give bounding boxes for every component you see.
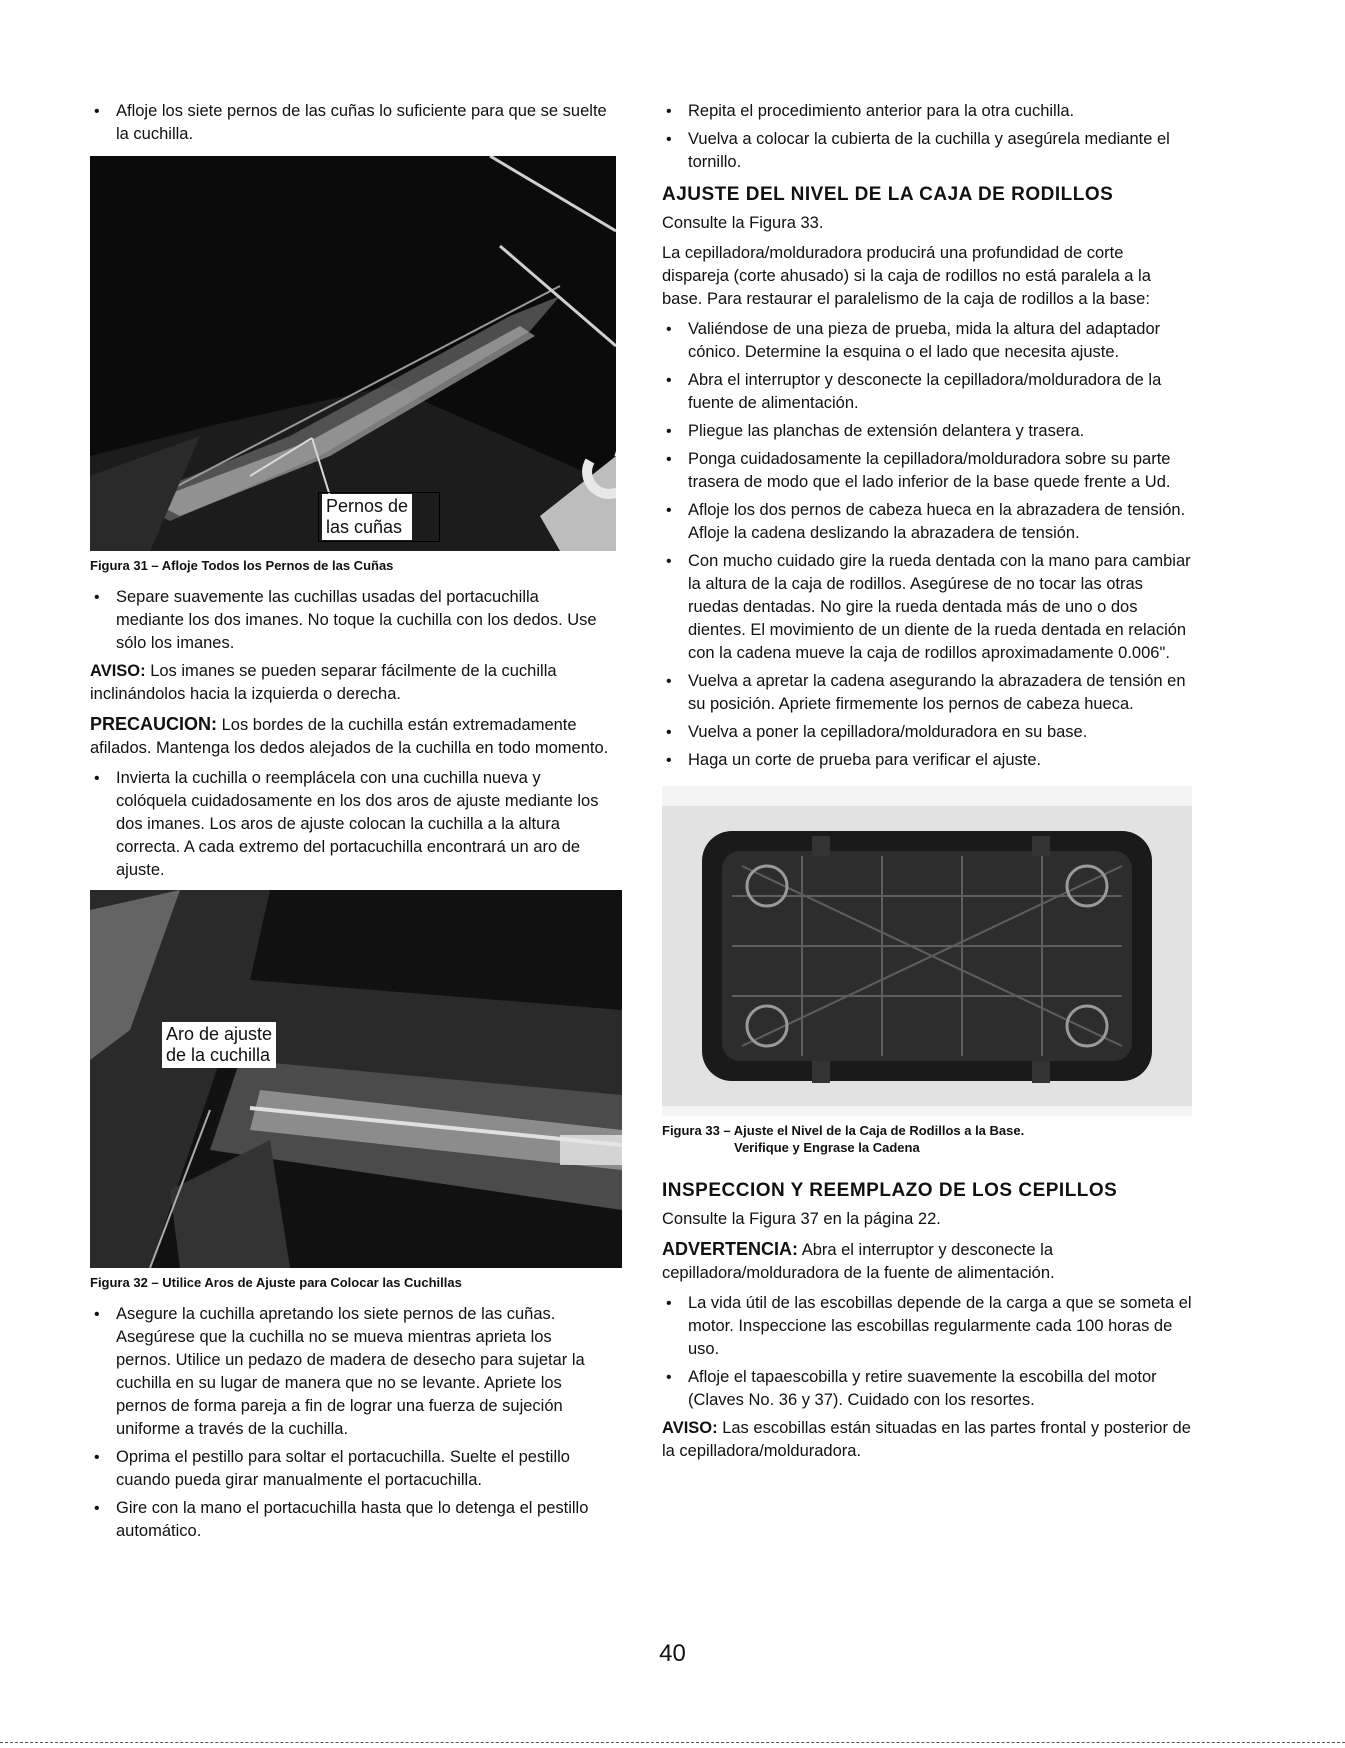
- list-item: • Ponga cuidadosamente la cepilladora/molduradora sobre su parte trasera de modo que el lado inferior de la base quede frente a Ud.: [662, 448, 1192, 494]
- bullet-list-steps: [662, 318, 1192, 772]
- aviso-text: Los imanes se pueden separar fácilmente de la cuchilla inclinándolos hacia la izquierda o derecha.: [90, 662, 557, 703]
- right-column: [662, 100, 1192, 1470]
- list-item: • Gire con la mano el portacuchilla hasta que lo detenga el pestillo automático.: [90, 1497, 610, 1543]
- list-item: • Afloje el tapaescobilla y retire suavemente la escobilla del motor (Claves No. 36 y 37). Cuidado con los resortes.: [662, 1366, 1192, 1412]
- consulte-figura-37: Consulte la Figura 37 en la página 22.: [662, 1210, 941, 1228]
- bullet-list-bottom-left: [90, 1303, 610, 1543]
- figure-31-caption: Figura 31 – Afloje Todos los Pernos de las Cuñas: [90, 558, 394, 573]
- left-column: [90, 100, 610, 1548]
- figure-31-label-line1: Pernos de: [326, 496, 409, 516]
- list-item: • La vida útil de las escobillas depende de la carga a que se someta el motor. Inspeccione las escobillas regularmente cada 100 horas de uso.: [662, 1292, 1192, 1361]
- precaucion-paragraph: [90, 713, 610, 760]
- figure-33-photo: [662, 786, 1192, 1116]
- list-item: • Oprima el pestillo para soltar el portacuchilla. Suelte el pestillo cuando pueda girar manualmente el portacuchilla.: [90, 1446, 610, 1492]
- list-item: • Haga un corte de prueba para verificar el ajuste.: [662, 749, 1192, 772]
- figure-32-caption: Figura 32 – Utilice Aros de Ajuste para Colocar las Cuchillas: [90, 1275, 462, 1290]
- advertencia-label: ADVERTENCIA:: [662, 1239, 799, 1259]
- list-item: • Vuelva a poner la cepilladora/molduradora en su base.: [662, 721, 1192, 744]
- precaucion-text: Los bordes de la cuchilla están extremadamente afilados. Mantenga los dedos alejados de la cuchilla en todo momento.: [90, 716, 609, 757]
- bullet-list-top-left: [90, 100, 610, 146]
- page-edge-divider: [0, 1742, 1345, 1743]
- section-heading-ajuste: AJUSTE DEL NIVEL DE LA CAJA DE RODILLOS: [662, 184, 1114, 205]
- list-item: • Vuelva a colocar la cubierta de la cuchilla y asegúrela mediante el tornillo.: [662, 128, 1192, 174]
- figure-33-caption-line2: Verifique y Engrase la Cadena: [734, 1140, 920, 1155]
- page-number: 40: [659, 1640, 686, 1667]
- aviso-paragraph: [90, 660, 610, 706]
- figure-32: [90, 890, 622, 1268]
- advertencia-paragraph: [662, 1238, 1192, 1285]
- aviso2-paragraph: [662, 1417, 1192, 1463]
- figure-32-photo: [90, 890, 622, 1268]
- figure-32-label-line1: Aro de ajuste: [166, 1024, 273, 1044]
- figure-33-caption: [662, 1122, 1192, 1156]
- list-item: • Separe suavemente las cuchillas usadas del portacuchilla mediante los dos imanes. No toque la cuchilla con los dedos. Use sólo los imanes.: [90, 586, 610, 655]
- list-item: • Invierta la cuchilla o reemplácela con una cuchilla nueva y colóquela cuidadosamente en los dos aros de ajuste mediante los dos imanes. Los aros de ajuste colocan la cuchilla a la altura correcta. A cada extremo del portacuchilla encontrará un aro de ajuste.: [90, 767, 610, 882]
- list-item: • Repita el procedimiento anterior para la otra cuchilla.: [662, 100, 1192, 123]
- figure-33-caption-line1: Figura 33 – Ajuste el Nivel de la Caja de Rodillos a la Base.: [662, 1123, 1025, 1138]
- bullet-list-separe: [90, 586, 610, 655]
- figure-31: [90, 156, 616, 551]
- list-item: • Pliegue las planchas de extensión delantera y trasera.: [662, 420, 1192, 443]
- aviso2-text: Las escobillas están situadas en las partes frontal y posterior de la cepilladora/molduradora.: [662, 1419, 1191, 1460]
- figure-32-label-line2: de la cuchilla: [166, 1045, 271, 1065]
- figure-31-label-box: [318, 492, 440, 542]
- consulte-figura-33: Consulte la Figura 33.: [662, 214, 824, 232]
- bullet-list-invierta: [90, 767, 610, 882]
- aviso-label: AVISO:: [90, 662, 146, 680]
- list-item: • Valiéndose de una pieza de prueba, mida la altura del adaptador cónico. Determine la esquina o el lado que necesita ajuste.: [662, 318, 1192, 364]
- advertencia-text: Abra el interruptor y desconecte la cepilladora/molduradora de la fuente de alimentación.: [662, 1241, 1055, 1282]
- list-item: • Con mucho cuidado gire la rueda dentada con la mano para cambiar la altura de la caja de rodillos. Asegúrese de no tocar las otras ruedas dentadas. No gire la rueda dentada más de uno o dos dientes. El movimiento de un diente de la rueda dentada en relación con la cadena mueve la caja de rodillos aproximadamente 0.006".: [662, 550, 1192, 665]
- list-item: • Afloje los dos pernos de cabeza hueca en la abrazadera de tensión. Afloje la cadena deslizando la abrazadera de tensión.: [662, 499, 1192, 545]
- aviso2-label: AVISO:: [662, 1419, 718, 1437]
- bullet-list-top-right: [662, 100, 1192, 174]
- list-item: • Afloje los siete pernos de las cuñas lo suficiente para que se suelte la cuchilla.: [90, 100, 610, 146]
- list-item: • Asegure la cuchilla apretando los siete pernos de las cuñas. Asegúrese que la cuchilla no se mueva mientras aprieta los pernos. Utilice un pedazo de madera de desecho para sujetar la cuchilla en su lugar de manera que no se levante. Apriete los pernos de forma pareja a fin de lograr una fuerza de sujeción uniforme a través de la cuchilla.: [90, 1303, 610, 1441]
- section-heading-inspeccion: INSPECCION Y REEMPLAZO DE LOS CEPILLOS: [662, 1180, 1118, 1201]
- precaucion-label: PRECAUCION:: [90, 714, 218, 734]
- bullet-list-cepillos: [662, 1292, 1192, 1412]
- figure-32-label: [162, 1022, 276, 1068]
- list-item: • Vuelva a apretar la cadena asegurando la abrazadera de tensión en su posición. Apriete firmemente los pernos de cabeza hueca.: [662, 670, 1192, 716]
- figure-33: [662, 786, 1192, 1116]
- figure-31-label-line2: las cuñas: [326, 517, 403, 537]
- intro-paragraph: La cepilladora/molduradora producirá una profundidad de corte dispareja (corte ahusado) si la caja de rodillos no está paralela a la base. Para restaurar el paralelismo de la caja de rodillos a la base:: [662, 244, 1151, 308]
- list-item: • Abra el interruptor y desconecte la cepilladora/molduradora de la fuente de alimentación.: [662, 369, 1192, 415]
